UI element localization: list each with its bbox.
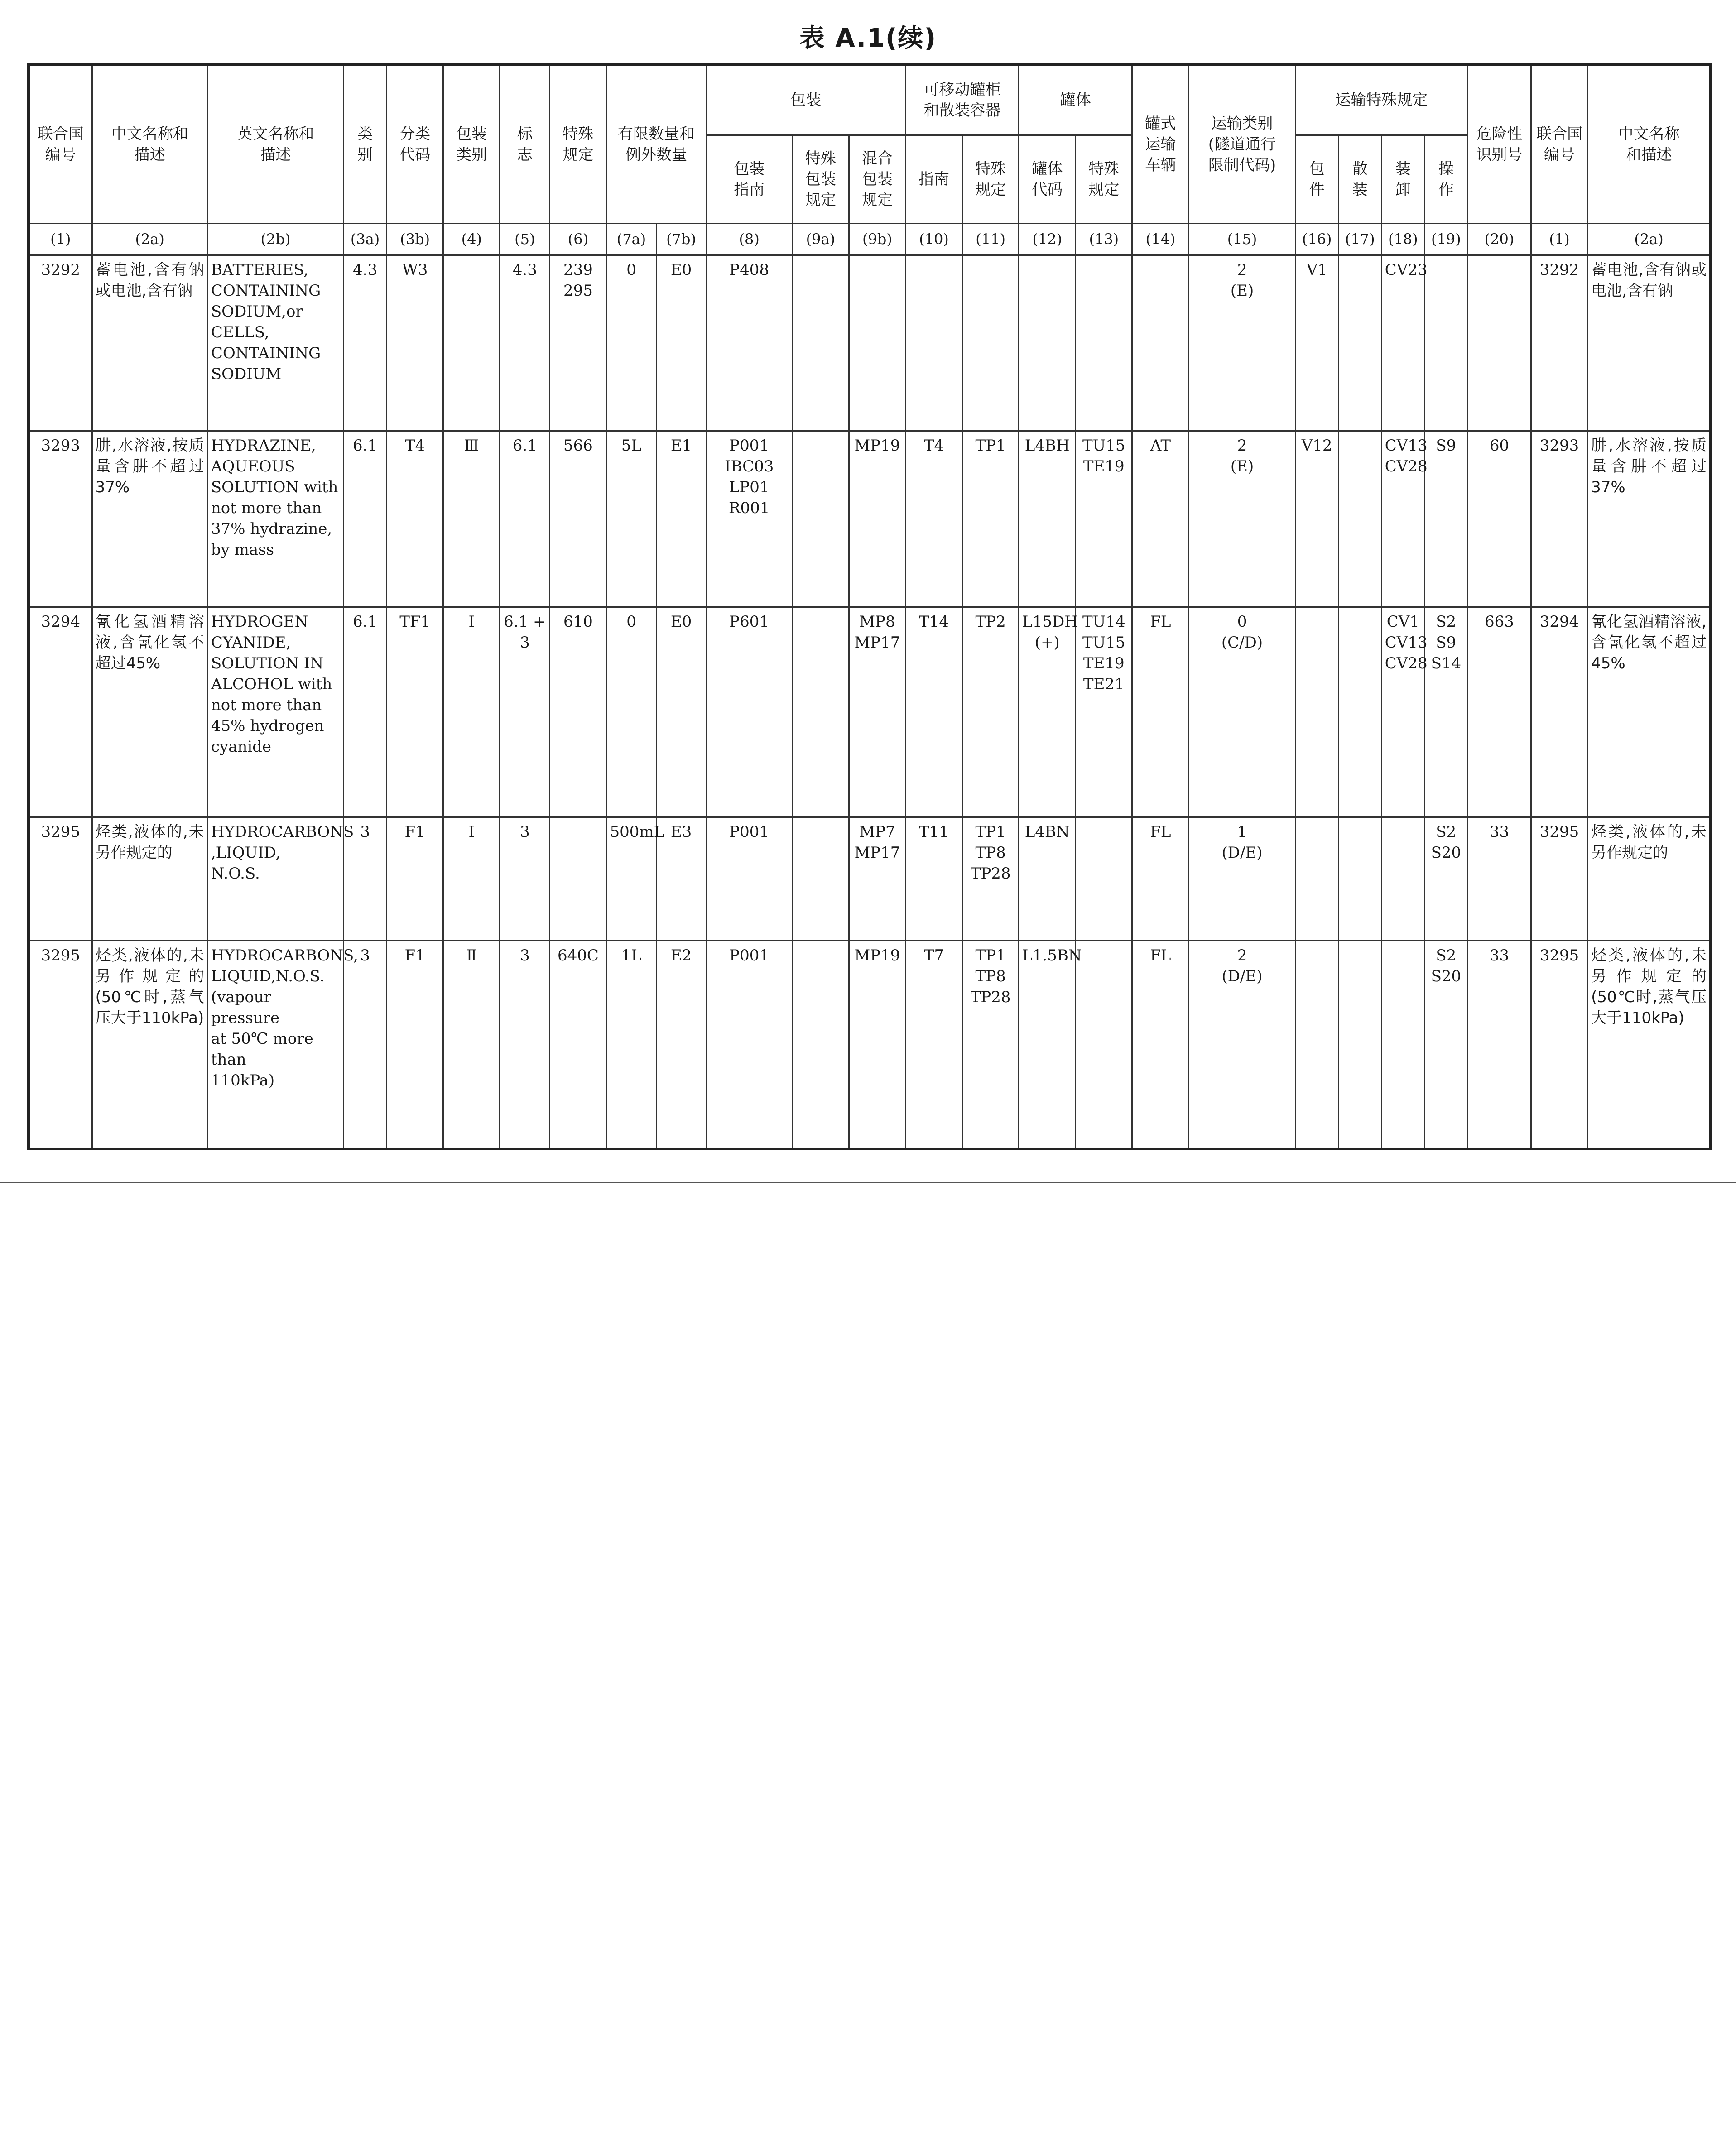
name-en-cell: HYDRAZINE, AQUEOUS SOLUTION with not more than 37% hydrazine, by mass (207, 431, 343, 607)
column-index: (19) (1424, 223, 1467, 255)
column-index: (1) (29, 223, 92, 255)
table-row (29, 817, 1711, 941)
excepted-quantity-cell: E0 (656, 607, 706, 817)
column-index: (3b) (387, 223, 443, 255)
tank-code-cell: L1.5BN (1019, 941, 1076, 1149)
pt-instructions-cell: T14 (905, 607, 962, 817)
header-loading: 装 卸 (1381, 135, 1424, 223)
header-tank-special: 特殊 规定 (1076, 135, 1132, 223)
column-index: (9b) (849, 223, 905, 255)
labels-cell: 6.1 + 3 (500, 607, 550, 817)
class-cell: 3 (344, 817, 387, 941)
un-no-cell: 3293 (29, 431, 92, 607)
column-index: (16) (1295, 223, 1338, 255)
loading-cell (1381, 941, 1424, 1149)
packages-cell: V12 (1295, 431, 1338, 607)
bulk-cell (1338, 255, 1381, 431)
table-row (29, 941, 1711, 1149)
pt-instructions-cell: T11 (905, 817, 962, 941)
header-pt-special: 特殊 规定 (962, 135, 1019, 223)
limited-quantity-cell: 500mL (606, 817, 656, 941)
header-tank-vehicle: 罐式 运输 车辆 (1132, 65, 1189, 223)
tank-vehicle-cell: FL (1132, 607, 1189, 817)
header-special-transport: 运输特殊规定 (1295, 65, 1467, 135)
header-class: 类 别 (344, 65, 387, 223)
tank-code-cell: L4BH (1019, 431, 1076, 607)
tank-special-cell (1076, 255, 1132, 431)
mixed-packing-cell: MP8 MP17 (849, 607, 905, 817)
header-packing-group: 包装 类别 (443, 65, 500, 223)
pt-special-cell: TP1 TP8 TP28 (962, 817, 1019, 941)
limited-quantity-cell: 5L (606, 431, 656, 607)
tank-code-cell: L15DH (+) (1019, 607, 1076, 817)
name-en-cell: HYDROCARBONS ,LIQUID, N.O.S. (207, 817, 343, 941)
hazard-id-cell: 33 (1467, 817, 1531, 941)
operation-cell (1424, 255, 1467, 431)
classification-code-cell: F1 (387, 941, 443, 1149)
packages-cell (1295, 817, 1338, 941)
excepted-quantity-cell: E3 (656, 817, 706, 941)
tank-vehicle-cell (1132, 255, 1189, 431)
class-cell: 3 (344, 941, 387, 1149)
special-provisions-cell: 239 295 (550, 255, 606, 431)
header-bulk: 散 装 (1338, 135, 1381, 223)
name-zh-repeat-cell: 烃类,液体的,未另作规定的 (1588, 817, 1711, 941)
tank-special-cell (1076, 941, 1132, 1149)
column-index: (14) (1132, 223, 1189, 255)
special-provisions-cell: 610 (550, 607, 606, 817)
pt-special-cell: TP2 (962, 607, 1019, 817)
pt-special-cell (962, 255, 1019, 431)
mixed-packing-cell: MP19 (849, 431, 905, 607)
column-index: (2a) (92, 223, 207, 255)
name-zh-repeat-cell: 氰化氢酒精溶液,含氰化氢不超过45% (1588, 607, 1711, 817)
name-zh-repeat-cell: 肼,水溶液,按质量含肼不超过37% (1588, 431, 1711, 607)
header-name-en: 英文名称和 描述 (207, 65, 343, 223)
name-en-cell: HYDROCARBONS, LIQUID,N.O.S. (vapour pressure at 50℃ more than 110kPa) (207, 941, 343, 1149)
header-portable-tanks: 可移动罐柜 和散装容器 (905, 65, 1019, 135)
name-zh-cell: 蓄电池,含有钠或电池,含有钠 (92, 255, 207, 431)
un-no-repeat-cell: 3295 (1531, 941, 1588, 1149)
transport-category-cell: 2 (E) (1189, 255, 1295, 431)
limited-quantity-cell: 1L (606, 941, 656, 1149)
pt-instructions-cell: T4 (905, 431, 962, 607)
operation-cell: S2 S20 (1424, 941, 1467, 1149)
packing-instructions-cell: P001 (706, 941, 792, 1149)
classification-code-cell: F1 (387, 817, 443, 941)
tank-special-cell (1076, 817, 1132, 941)
tank-code-cell (1019, 255, 1076, 431)
classification-code-cell: T4 (387, 431, 443, 607)
column-index: (20) (1467, 223, 1531, 255)
name-zh-cell: 烃类,液体的,未另作规定的(50℃时,蒸气压大于110kPa) (92, 941, 207, 1149)
classification-code-cell: TF1 (387, 607, 443, 817)
pt-special-cell: TP1 TP8 TP28 (962, 941, 1019, 1149)
excepted-quantity-cell: E0 (656, 255, 706, 431)
labels-cell: 3 (500, 941, 550, 1149)
table-row (29, 255, 1711, 431)
transport-category-cell: 2 (E) (1189, 431, 1295, 607)
excepted-quantity-cell: E2 (656, 941, 706, 1149)
special-provisions-cell: 566 (550, 431, 606, 607)
operation-cell: S2 S20 (1424, 817, 1467, 941)
table-row (29, 431, 1711, 607)
classification-code-cell: W3 (387, 255, 443, 431)
loading-cell (1381, 817, 1424, 941)
column-index: (15) (1189, 223, 1295, 255)
tank-special-cell: TU15 TE19 (1076, 431, 1132, 607)
header-name-zh-repeat: 中文名称 和描述 (1588, 65, 1711, 223)
loading-cell: CV1 CV13 CV28 (1381, 607, 1424, 817)
table-row (29, 607, 1711, 817)
un-no-repeat-cell: 3295 (1531, 817, 1588, 941)
column-index: (8) (706, 223, 792, 255)
bulk-cell (1338, 817, 1381, 941)
labels-cell: 4.3 (500, 255, 550, 431)
column-index: (5) (500, 223, 550, 255)
packing-instructions-cell: P601 (706, 607, 792, 817)
packing-group-cell: Ⅲ (443, 431, 500, 607)
column-index: (9a) (792, 223, 849, 255)
un-no-repeat-cell: 3294 (1531, 607, 1588, 817)
name-zh-cell: 烃类,液体的,未另作规定的 (92, 817, 207, 941)
header-un-no-repeat: 联合国 编号 (1531, 65, 1588, 223)
packing-group-cell: Ⅰ (443, 607, 500, 817)
excepted-quantity-cell: E1 (656, 431, 706, 607)
transport-category-cell: 2 (D/E) (1189, 941, 1295, 1149)
packing-instructions-cell: P408 (706, 255, 792, 431)
name-zh-cell: 肼,水溶液,按质量含肼不超过37% (92, 431, 207, 607)
column-index: (7b) (656, 223, 706, 255)
column-index: (10) (905, 223, 962, 255)
bulk-cell (1338, 607, 1381, 817)
column-index: (18) (1381, 223, 1424, 255)
special-packing-cell (792, 607, 849, 817)
header-operation: 操 作 (1424, 135, 1467, 223)
column-index: (13) (1076, 223, 1132, 255)
special-provisions-cell: 640C (550, 941, 606, 1149)
loading-cell: CV13 CV28 (1381, 431, 1424, 607)
tank-vehicle-cell: FL (1132, 941, 1189, 1149)
dangerous-goods-table (27, 63, 1712, 1150)
transport-category-cell: 1 (D/E) (1189, 817, 1295, 941)
class-cell: 6.1 (344, 607, 387, 817)
mixed-packing-cell (849, 255, 905, 431)
tank-vehicle-cell: FL (1132, 817, 1189, 941)
labels-cell: 6.1 (500, 431, 550, 607)
special-packing-cell (792, 817, 849, 941)
name-en-cell: BATTERIES, CONTAINING SODIUM,or CELLS, CONTAINING SODIUM (207, 255, 343, 431)
mixed-packing-cell: MP7 MP17 (849, 817, 905, 941)
header-packages: 包 件 (1295, 135, 1338, 223)
packing-instructions-cell: P001 IBC03 LP01 R001 (706, 431, 792, 607)
packages-cell (1295, 607, 1338, 817)
packing-group-cell: Ⅱ (443, 941, 500, 1149)
labels-cell: 3 (500, 817, 550, 941)
un-no-repeat-cell: 3292 (1531, 255, 1588, 431)
mixed-packing-cell: MP19 (849, 941, 905, 1149)
name-zh-cell: 氰化氢酒精溶液,含氰化氢不超过45% (92, 607, 207, 817)
header-tank-code: 罐体 代码 (1019, 135, 1076, 223)
column-index: (7a) (606, 223, 656, 255)
column-index: (12) (1019, 223, 1076, 255)
class-cell: 6.1 (344, 431, 387, 607)
header-tank: 罐体 (1019, 65, 1132, 135)
tank-vehicle-cell: AT (1132, 431, 1189, 607)
limited-quantity-cell: 0 (606, 607, 656, 817)
bulk-cell (1338, 941, 1381, 1149)
packing-group-cell (443, 255, 500, 431)
packages-cell: V1 (1295, 255, 1338, 431)
packing-group-cell: Ⅰ (443, 817, 500, 941)
name-en-cell: HYDROGEN CYANIDE, SOLUTION IN ALCOHOL with not more than 45% hydrogen cyanide (207, 607, 343, 817)
hazard-id-cell: 663 (1467, 607, 1531, 817)
packages-cell (1295, 941, 1338, 1149)
column-index: (3a) (344, 223, 387, 255)
page-bottom-rule (0, 1182, 1736, 1183)
column-index: (17) (1338, 223, 1381, 255)
header-packaging: 包装 (706, 65, 905, 135)
header-un-no: 联合国 编号 (29, 65, 92, 223)
special-packing-cell (792, 431, 849, 607)
header-labels: 标 志 (500, 65, 550, 223)
column-index: (2b) (207, 223, 343, 255)
header-special-provisions: 特殊 规定 (550, 65, 606, 223)
pt-instructions-cell (905, 255, 962, 431)
pt-instructions-cell: T7 (905, 941, 962, 1149)
name-zh-repeat-cell: 蓄电池,含有钠或电池,含有钠 (1588, 255, 1711, 431)
un-no-cell: 3294 (29, 607, 92, 817)
name-zh-repeat-cell: 烃类,液体的,未另作规定的(50℃时,蒸气压大于110kPa) (1588, 941, 1711, 1149)
operation-cell: S2 S9 S14 (1424, 607, 1467, 817)
class-cell: 4.3 (344, 255, 387, 431)
column-index-row (29, 223, 1711, 255)
header-packing-instructions: 包装 指南 (706, 135, 792, 223)
operation-cell: S9 (1424, 431, 1467, 607)
column-index: (1) (1531, 223, 1588, 255)
column-index: (11) (962, 223, 1019, 255)
un-no-cell: 3295 (29, 817, 92, 941)
header-name-zh: 中文名称和 描述 (92, 65, 207, 223)
un-no-cell: 3292 (29, 255, 92, 431)
pt-special-cell: TP1 (962, 431, 1019, 607)
tank-code-cell: L4BN (1019, 817, 1076, 941)
page-title: 表 A.1(续) (799, 24, 937, 53)
tank-special-cell: TU14 TU15 TE19 TE21 (1076, 607, 1132, 817)
special-provisions-cell (550, 817, 606, 941)
header-hazard-id: 危险性 识别号 (1467, 65, 1531, 223)
un-no-repeat-cell: 3293 (1531, 431, 1588, 607)
hazard-id-cell: 60 (1467, 431, 1531, 607)
loading-cell: CV23 (1381, 255, 1424, 431)
packing-instructions-cell: P001 (706, 817, 792, 941)
header-limited-excepted: 有限数量和 例外数量 (606, 65, 706, 223)
hazard-id-cell: 33 (1467, 941, 1531, 1149)
special-packing-cell (792, 941, 849, 1149)
bulk-cell (1338, 431, 1381, 607)
un-no-cell: 3295 (29, 941, 92, 1149)
column-index: (6) (550, 223, 606, 255)
special-packing-cell (792, 255, 849, 431)
column-index: (4) (443, 223, 500, 255)
header-pt-instructions: 指南 (905, 135, 962, 223)
header-classification-code: 分类 代码 (387, 65, 443, 223)
header-transport-category: 运输类别 (隧道通行 限制代码) (1189, 65, 1295, 223)
header-special-packing: 特殊 包装 规定 (792, 135, 849, 223)
transport-category-cell: 0 (C/D) (1189, 607, 1295, 817)
limited-quantity-cell: 0 (606, 255, 656, 431)
hazard-id-cell (1467, 255, 1531, 431)
header-mixed-packing: 混合 包装 规定 (849, 135, 905, 223)
column-index: (2a) (1588, 223, 1711, 255)
